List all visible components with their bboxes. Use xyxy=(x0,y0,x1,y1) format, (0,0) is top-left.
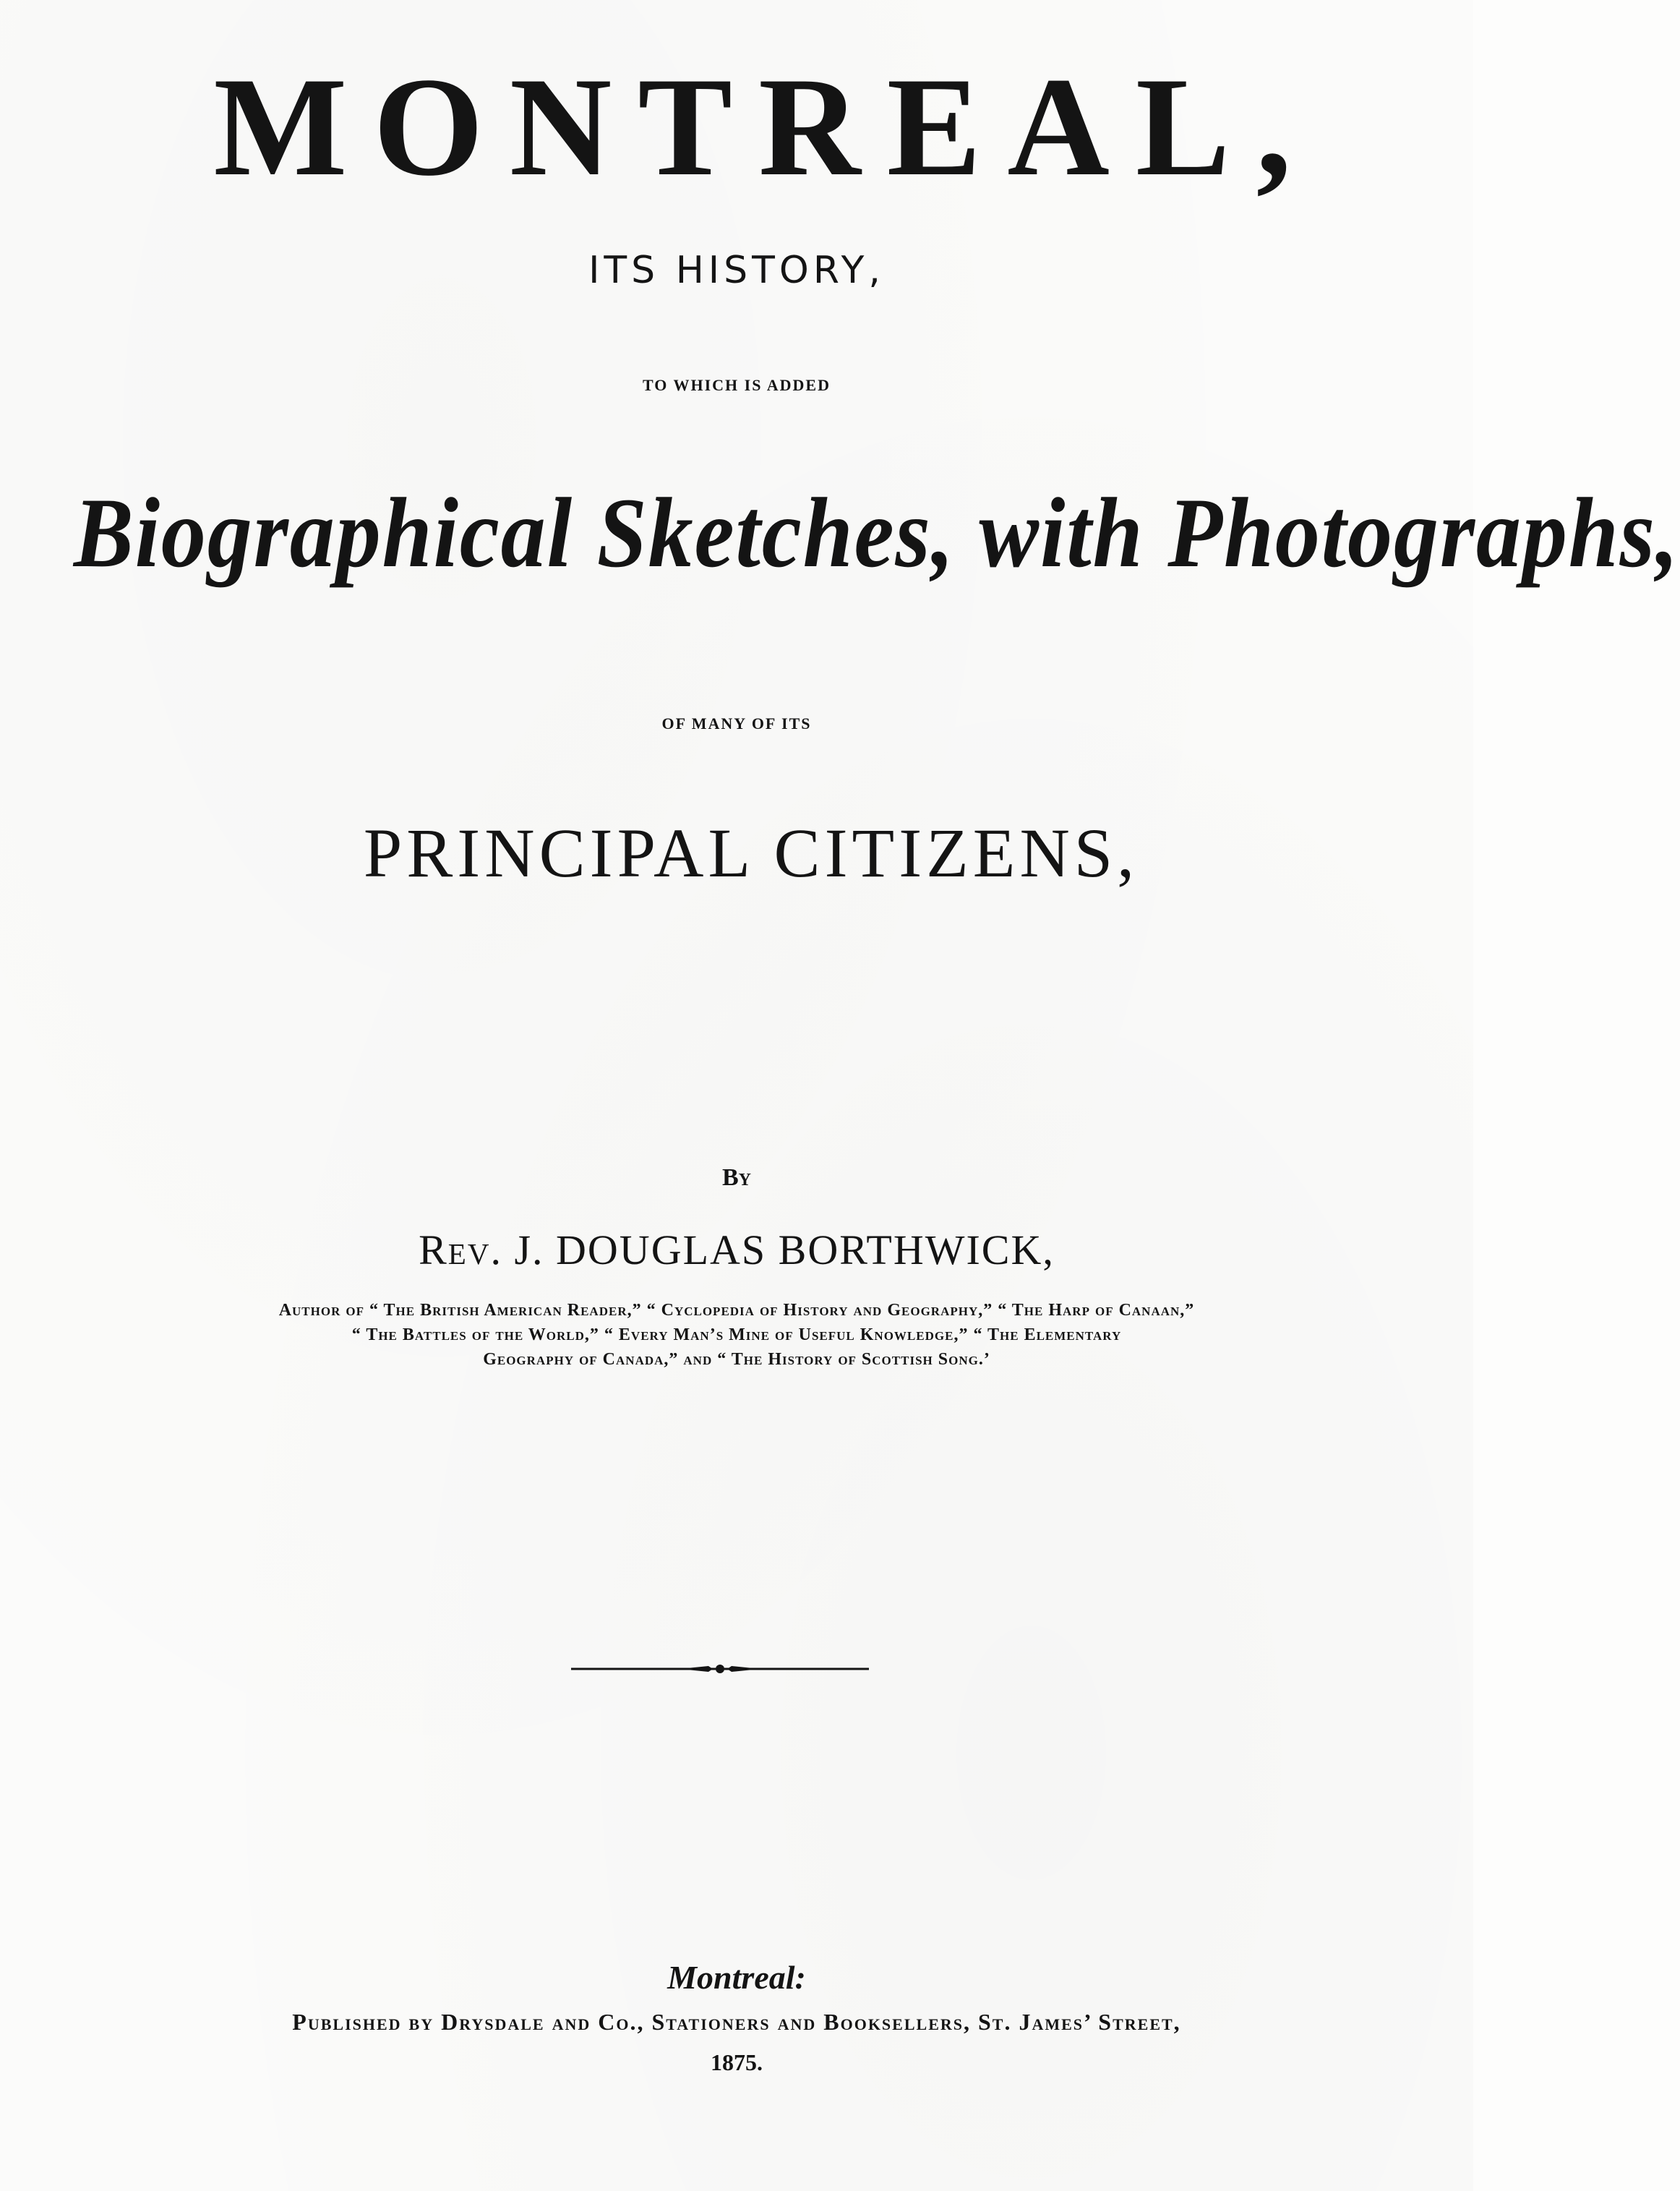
imprint-year: 1875. xyxy=(711,2049,763,2075)
ornamental-rule xyxy=(571,1660,869,1678)
author-title: Rev. xyxy=(419,1226,502,1273)
principal-citizens-line: PRINCIPAL CITIZENS, xyxy=(363,814,1139,892)
author-credits-line-2: “ The Battles of the World,” “ Every Man’s Mine of Useful Knowledge,” “ The Elementary xyxy=(351,1325,1122,1344)
author-credits-line-3: Geography of Canada,” and “ The History of Scottish Song.’ xyxy=(483,1350,990,1369)
added-line: TO WHICH IS ADDED xyxy=(643,376,831,394)
of-many-line: OF MANY OF ITS xyxy=(661,714,812,733)
author-name: J. DOUGLAS BORTHWICK, xyxy=(514,1226,1055,1273)
book-title: MONTREAL, xyxy=(213,48,1318,205)
imprint-place: Montreal: xyxy=(667,1959,806,1996)
author-credits-line-1: Author of “ The British American Reader,” “ Cyclopedia of History and Geography,” “ The Harp of Canaan,” xyxy=(278,1301,1195,1320)
imprint-publisher: Published by Drysdale and Co., Stationers and Booksellers, St. James’ Street, xyxy=(292,2009,1181,2035)
author-line xyxy=(0,1226,1473,1273)
biographical-sketches-line: Biographical Sketches, with Photographs, xyxy=(73,477,1680,588)
by-line: By xyxy=(721,1164,751,1191)
book-subtitle: ITS HISTORY, xyxy=(588,249,885,292)
